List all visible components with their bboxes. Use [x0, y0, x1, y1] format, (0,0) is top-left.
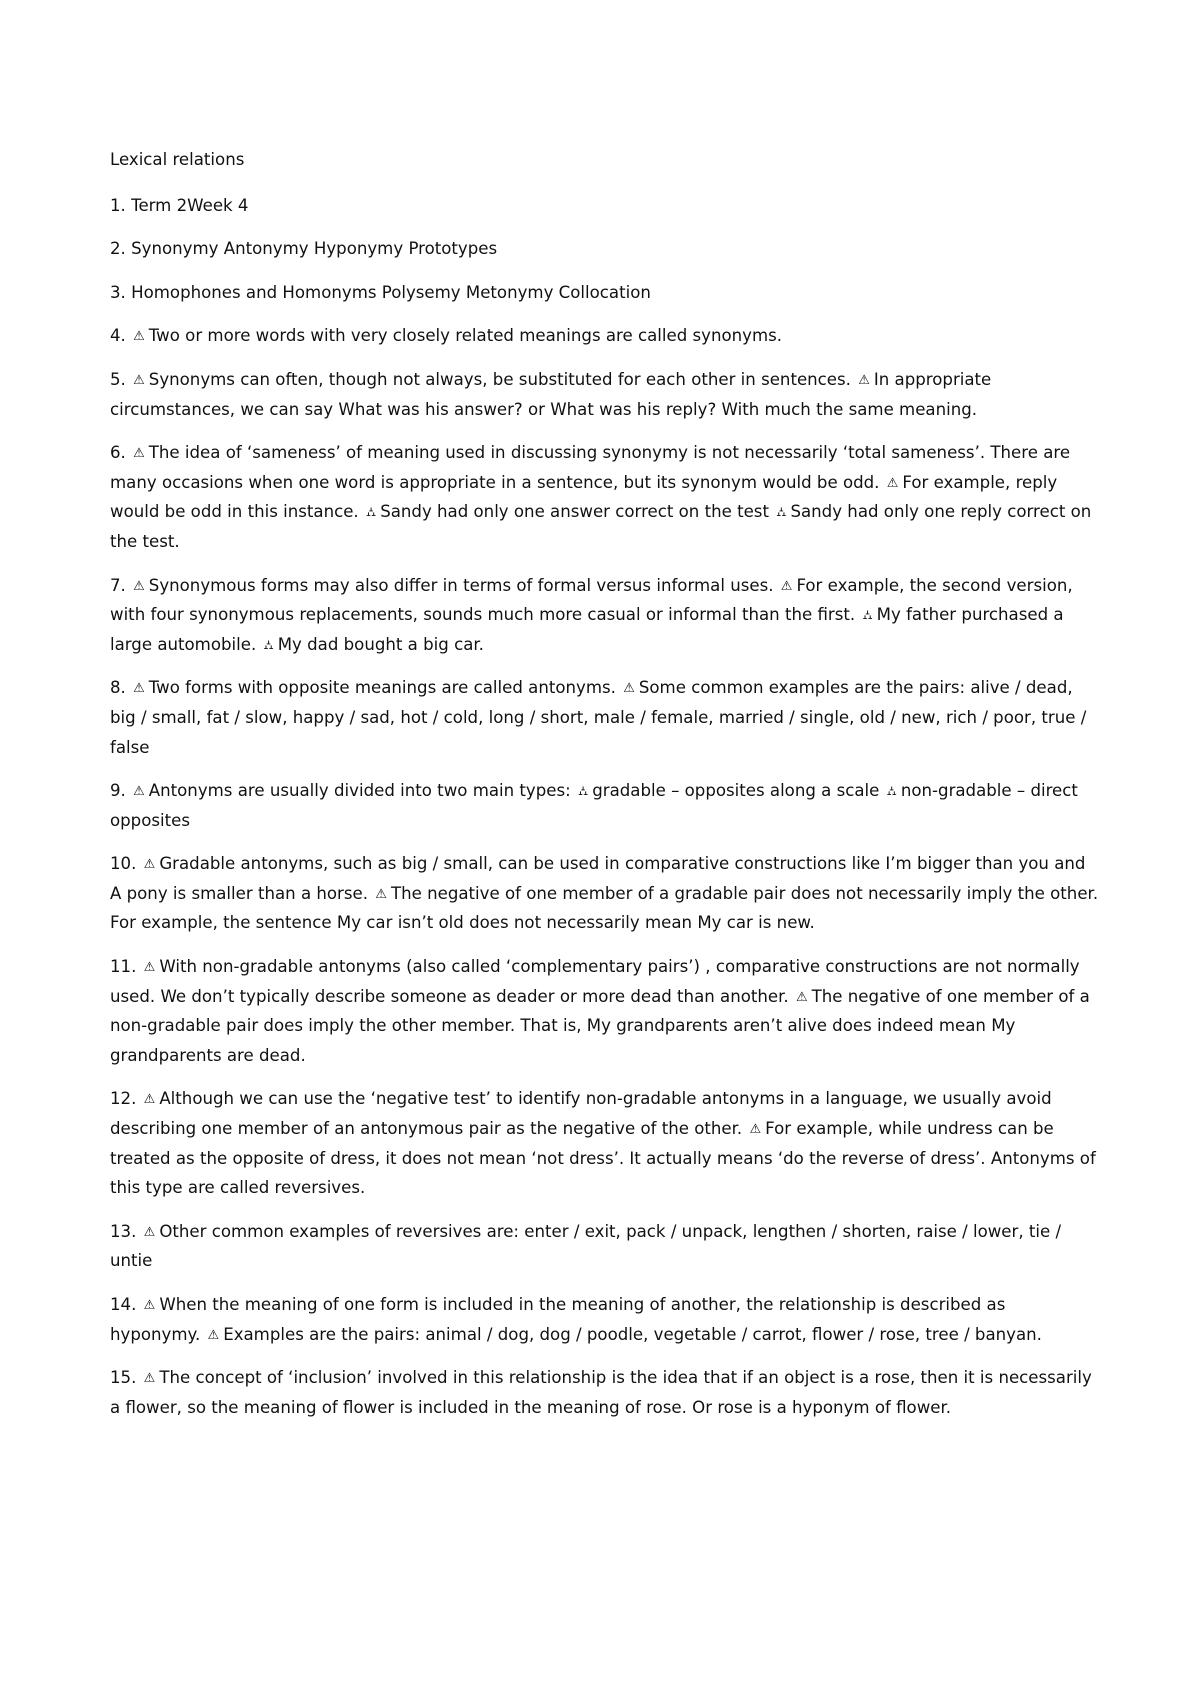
paragraph-number: 2. [110, 239, 126, 259]
paragraph-text: The negative of one member of a non-gradable pair does imply the other member. That is, My grandparents aren’t alive does indeed mean My grandparents are dead. [110, 986, 1090, 1065]
paragraph-number: 3. [110, 282, 126, 302]
paragraph-text: For example, while undress can be treated as the opposite of dress, it does not mean ‘not dress’. It actually means ‘do the reverse of dress’. Antonyms of this type are called reversives. [110, 1119, 1096, 1198]
warning-triangle-icon: ⚠ [207, 1327, 220, 1343]
paragraph-text: Antonyms are usually divided into two main types: [148, 781, 571, 801]
paragraph-item [110, 849, 1100, 938]
paragraph-text: The negative of one member of a gradable pair does not necessarily imply the other. For example, the sentence My car isn’t old does not necessarily mean My car is new. [110, 883, 1099, 933]
warning-triangle-icon: ⚠ [133, 681, 145, 697]
paragraph-text: Synonymous forms may also differ in terms of formal versus informal uses. [148, 575, 774, 595]
paragraph-item [110, 1084, 1100, 1202]
paragraph-text: Examples are the pairs: animal / dog, dog / poodle, vegetable / carrot, flower / rose, tree / banyan. [223, 1324, 1042, 1344]
paragraph-item [110, 1363, 1100, 1422]
paragraph-text: Two or more words with very closely related meanings are called synonyms. [148, 326, 783, 346]
paragraph-text: non-gradable – direct opposites [110, 781, 1078, 830]
warning-triangle-icon: ⚠ [133, 578, 145, 594]
sub-bullet-icon: ⛼ [578, 784, 589, 800]
warning-triangle-icon: ⚠ [143, 1298, 156, 1313]
sub-bullet-icon: ⛼ [886, 784, 897, 800]
paragraph-item [110, 438, 1100, 556]
warning-triangle-icon: ⚠ [143, 960, 156, 976]
paragraph-text: When the meaning of one form is included in the meaning of another, the relationship is described as hyponymy. [110, 1295, 1006, 1344]
warning-triangle-icon: ⚠ [143, 1092, 156, 1108]
paragraph-item [110, 191, 1100, 221]
warning-triangle-icon: ⚠ [858, 372, 870, 388]
paragraph-item [110, 571, 1100, 660]
paragraph-text: In appropriate circumstances, we can say What was his answer? or What was his reply? With much the same meaning. [110, 369, 992, 419]
sub-bullet-icon: ⛼ [263, 637, 274, 653]
warning-triangle-icon: ⚠ [749, 1122, 762, 1138]
paragraph-text: My dad bought a big car. [277, 634, 484, 654]
warning-triangle-icon: ⚠ [133, 446, 145, 462]
paragraph-list [110, 191, 1100, 1423]
paragraph-number: 11. [110, 957, 137, 977]
document-title: Lexical relations [110, 150, 245, 169]
paragraph-text: gradable – opposites along a scale [592, 781, 880, 801]
paragraph-text: Synonyms can often, though not always, be substituted for each other in sentences. [148, 369, 851, 389]
paragraph-number: 8. [110, 678, 126, 698]
paragraph-text: Synonymy Antonymy Hyponymy Prototypes [131, 239, 498, 259]
paragraph-item [110, 776, 1100, 835]
paragraph-text: For example, the second version, with four synonymous replacements, sounds much more casual or informal than the first. [110, 575, 1073, 625]
warning-triangle-icon: ⚠ [143, 857, 156, 873]
paragraph-number: 5. [110, 369, 126, 389]
warning-triangle-icon: ⚠ [133, 329, 145, 345]
paragraph-number: 15. [110, 1368, 137, 1388]
paragraph-text: Term 2Week 4 [131, 195, 249, 215]
sub-bullet-icon: ⛼ [365, 505, 377, 521]
paragraph-item [110, 952, 1100, 1070]
paragraph-item [110, 321, 1100, 351]
paragraph-text: Sandy had only one reply correct on the test. [110, 502, 1092, 551]
paragraph-number: 1. [110, 195, 126, 215]
warning-triangle-icon: ⚠ [795, 989, 808, 1005]
paragraph-text: My father purchased a large automobile. [110, 605, 1064, 654]
paragraph-item [110, 234, 1100, 264]
warning-triangle-icon: ⚠ [780, 578, 793, 594]
warning-triangle-icon: ⚠ [143, 1224, 156, 1240]
warning-triangle-icon: ⚠ [623, 681, 635, 697]
paragraph-item [110, 1217, 1100, 1276]
paragraph-text: Sandy had only one answer correct on the test [380, 502, 769, 522]
sub-bullet-icon: ⛼ [862, 608, 873, 624]
paragraph-item [110, 365, 1100, 424]
paragraph-number: 4. [110, 326, 126, 346]
paragraph-text: Homophones and Homonyms Polysemy Metonymy Collocation [131, 282, 651, 302]
paragraph-number: 12. [110, 1089, 137, 1109]
paragraph-number: 7. [110, 575, 126, 595]
paragraph-text: Although we can use the ‘negative test’ to identify non-gradable antonyms in a language, we usually avoid describing one member of an antonymous pair as the negative of the other. [110, 1089, 1052, 1139]
warning-triangle-icon: ⚠ [375, 886, 387, 902]
paragraph-item [110, 278, 1100, 308]
sub-bullet-icon: ⛼ [776, 505, 787, 521]
warning-triangle-icon: ⚠ [886, 475, 899, 491]
paragraph-text: Two forms with opposite meanings are called antonyms. [148, 678, 616, 698]
paragraph-number: 10. [110, 854, 137, 874]
paragraph-item [110, 673, 1100, 762]
paragraph-text: The idea of ‘sameness’ of meaning used in discussing synonymy is not necessarily ‘total sameness’. There are many occasions when one word is appropriate in a sentence, but its synonym would be odd. [110, 443, 1071, 492]
paragraph-number: 13. [110, 1221, 137, 1241]
paragraph-text: The concept of ‘inclusion’ involved in this relationship is the idea that if an object is a rose, then it is necessarily a flower, so the meaning of flower is included in the meaning of rose. Or rose is a hyponym of flower. [110, 1368, 1092, 1417]
warning-triangle-icon: ⚠ [143, 1371, 156, 1387]
paragraph-text: Gradable antonyms, such as big / small, can be used in comparative constructions like I’m bigger than you and A pony is smaller than a horse. [110, 854, 1086, 903]
paragraph-number: 9. [110, 781, 126, 801]
warning-triangle-icon: ⚠ [133, 784, 145, 800]
warning-triangle-icon: ⚠ [133, 372, 145, 388]
paragraph-text: With non-gradable antonyms (also called ‘complementary pairs’) , comparative constructions are not normally used. We don’t typically describe someone as deader or more dead than another. [110, 957, 1080, 1006]
paragraph-item [110, 1290, 1100, 1349]
paragraph-text: For example, reply would be odd in this instance. [110, 472, 1058, 522]
paragraph-number: 6. [110, 443, 126, 463]
paragraph-text: Other common examples of reversives are: enter / exit, pack / unpack, lengthen / shorten, raise / lower, tie / untie [110, 1221, 1062, 1271]
paragraph-number: 14. [110, 1295, 137, 1314]
paragraph-text: Some common examples are the pairs: alive / dead, big / small, fat / slow, happy / sad, hot / cold, long / short, male / female, married / single, old / new, rich / poor, true / false [110, 678, 1087, 757]
